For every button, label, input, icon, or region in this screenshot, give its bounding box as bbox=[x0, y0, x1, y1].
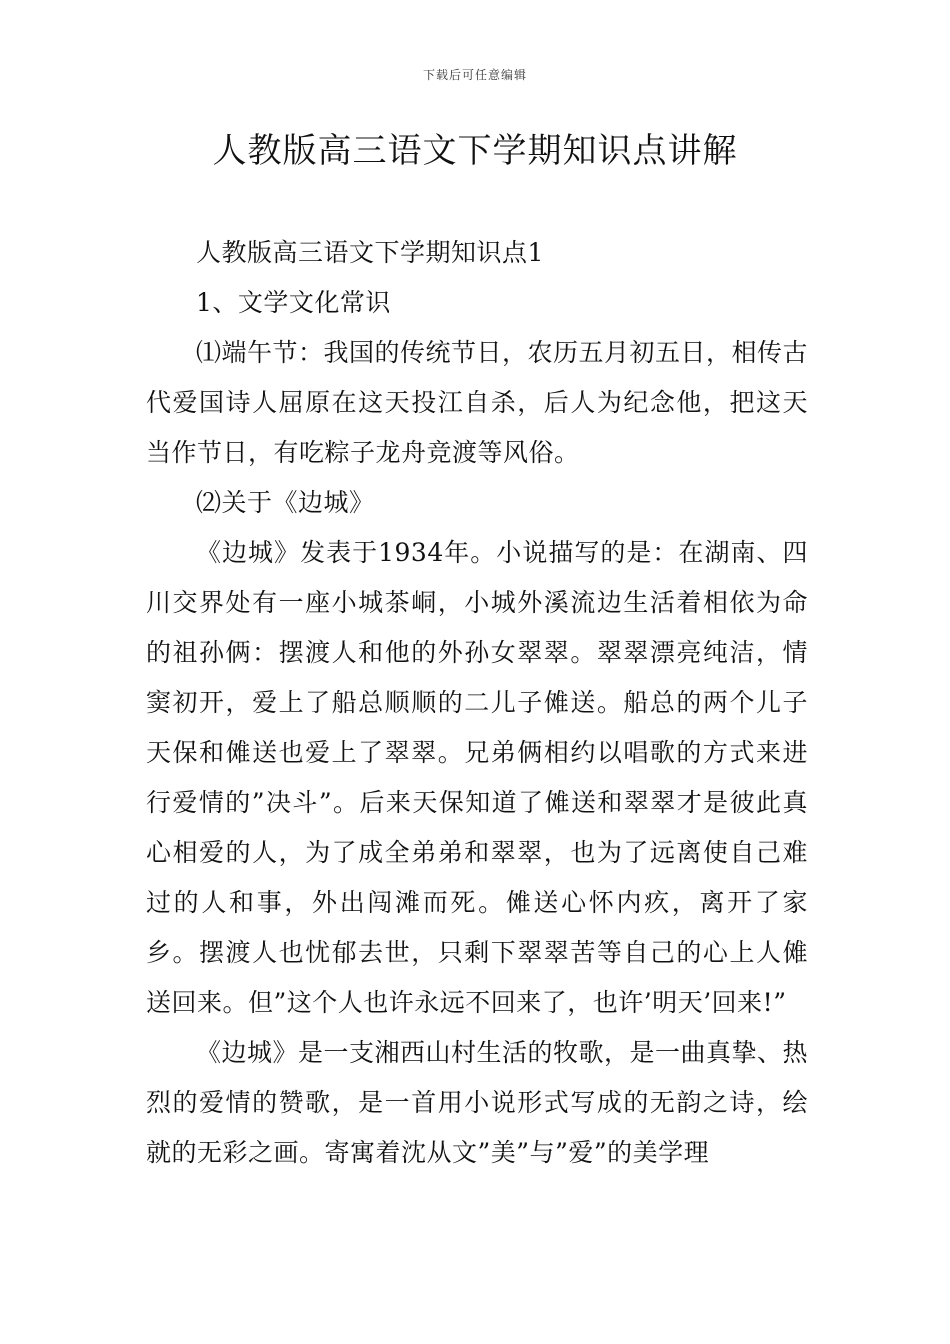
paragraph-biancheng-analysis: 《边城》是一支湘西山村生活的牧歌，是一曲真挚、热烈的爱情的赞歌，是一首用小说形式写成的无韵之诗，绘就的无彩之画。寄寓着沈从文”美”与”爱”的美学理 bbox=[146, 1038, 809, 1167]
document-title: 人教版高三语文下学期知识点讲解 bbox=[212, 131, 738, 171]
document-body bbox=[146, 228, 808, 1178]
item-heading-biancheng: ⑵关于《边城》 bbox=[196, 488, 375, 517]
paragraph-duanwu: ⑴端午节：我国的传统节日，农历五月初五日，相传古代爱国诗人屈原在这天投江自杀，后人为纪念他，把这天当作节日，有吃粽子龙舟竞渡等风俗。 bbox=[146, 338, 809, 467]
subsection-heading: 1、文学文化常识 bbox=[196, 288, 391, 317]
section-heading: 人教版高三语文下学期知识点1 bbox=[196, 238, 544, 267]
paragraph-biancheng-plot: 《边城》发表于1934年。小说描写的是：在湖南、四川交界处有一座小城茶峒，小城外溪流边生活着相依为命的祖孙俩：摆渡人和他的外孙女翠翠。翠翠漂亮纯洁，情窦初开，爱上了船总顺顺的二儿子傩送。船总的两个儿子天保和傩送也爱上了翠翠。兄弟俩相约以唱歌的方式来进行爱情的”决斗”。后来天保知道了傩送和翠翠才是彼此真心相爱的人，为了成全弟弟和翠翠，也为了远离使自己难过的人和事，外出闯滩而死。傩送心怀内疚，离开了家乡。摆渡人也忧郁去世，只剩下翠翠苦等自己的心上人傩送回来。但”这个人也许永远不回来了，也许’明天’回来!” bbox=[146, 538, 808, 1017]
download-note: 下载后可任意编辑 bbox=[422, 68, 527, 82]
